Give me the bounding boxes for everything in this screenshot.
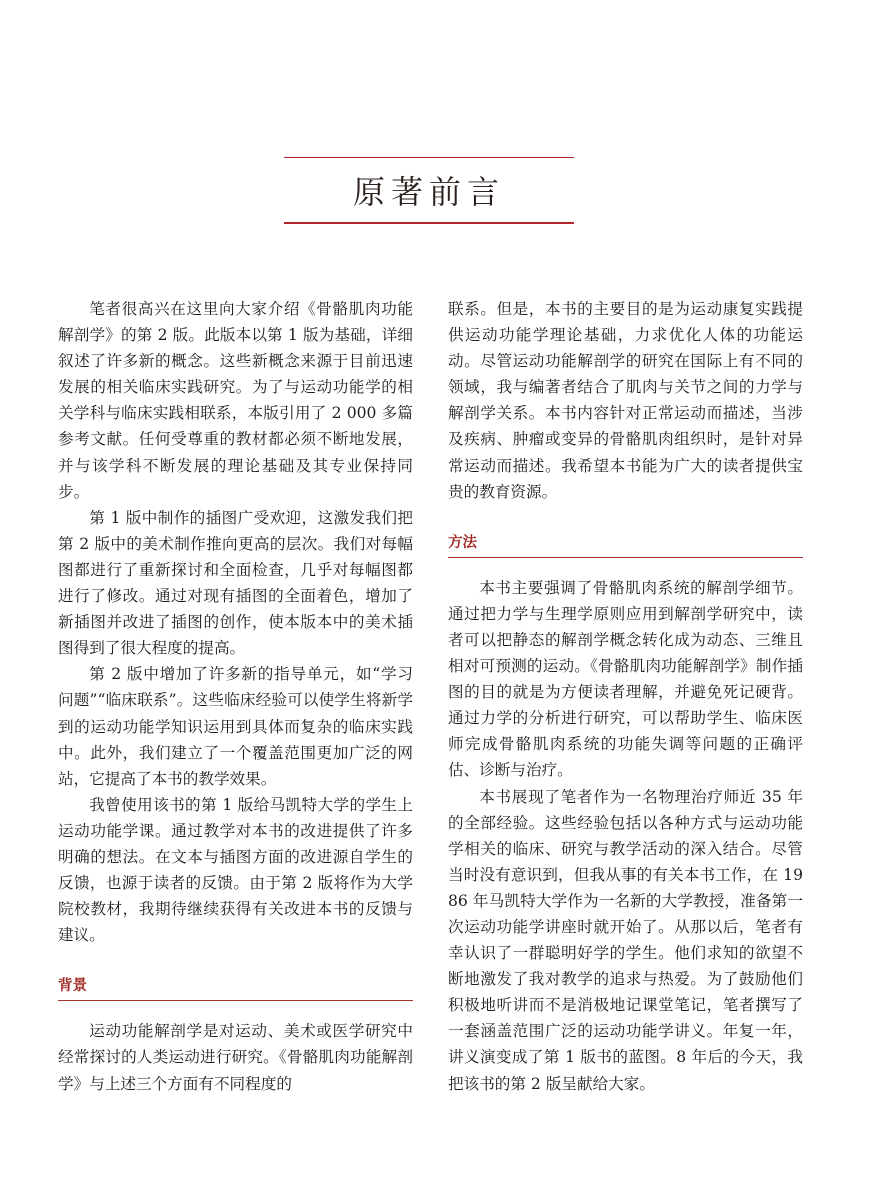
left-column — [58, 296, 413, 1097]
title-rule-top — [284, 157, 574, 158]
section-title: 方法 — [448, 534, 477, 551]
section-divider — [448, 557, 803, 558]
page-title: 原著前言 — [352, 173, 505, 211]
paragraph: 运动功能解剖学是对运动、美术或医学研究中经常探讨的人类运动进行研究。《骨骼肌肉功能解剖学》与上述三个方面有不同程度的 — [58, 1022, 413, 1093]
paragraph: 第 2 版中增加了许多新的指导单元，如“学习问题”“临床联系”。这些临床经验可以使学生将新学到的运动功能学知识运用到具体而复杂的临床实践中。此外，我们建立了一个覆盖范围更加广泛的网站，它提高了本书的教学效果。 — [58, 665, 413, 788]
section-header-method — [448, 519, 803, 567]
section-divider — [58, 1000, 413, 1001]
title-rule-bottom — [284, 222, 574, 224]
paragraph: 本书主要强调了骨骼肌肉系统的解剖学细节。通过把力学与生理学原则应用到解剖学研究中，读者可以把静态的解剖学概念转化成为动态、三维且相对可预测的运动。《骨骼肌肉功能解剖学》制作插图的目的就是为方便读者理解，并避免死记硬背。通过力学的分析进行研究，可以帮助学生、临床医师完成骨骼肌肉系统的功能失调等问题的正确评估、诊断与治疗。 — [448, 578, 803, 780]
paragraph: 本书展现了笔者作为一名物理治疗师近 35 年的全部经验。这些经验包括以各种方式与运动功能学相关的临床、研究与教学活动的深入结合。尽管当时没有意识到，但我从事的有关本书工作，在 1986 年马凯特大学作为一名新的大学教授，准备第一次运动功能学讲座时就开始了。从那以后，笔者有幸认识了一群聪明好学的学生。他们求知的欲望不断地激发了我对教学的追求与热爱。为了鼓励他们积极地听讲而不是消极地记课堂笔记，笔者撰写了一套涵盖范围广泛的运动功能学讲义。年复一年，讲义演变成了第 1 版书的蓝图。8 年后的今天，我把该书的第 2 版呈献给大家。 — [448, 787, 803, 1093]
paragraph: 第 1 版中制作的插图广受欢迎，这激发我们把第 2 版中的美术制作推向更高的层次。我们对每幅图都进行了重新探讨和全面检查，几乎对每幅图都进行了修改。通过对现有插图的全面着色，增加了新插图并改进了插图的创作，使本版本中的美术插图得到了很大程度的提高。 — [58, 508, 413, 658]
right-column — [448, 296, 803, 1097]
section-title: 背景 — [58, 978, 87, 995]
section-header-background — [58, 962, 413, 1010]
paragraph: 我曾使用该书的第 1 版给马凯特大学的学生上运动功能学课。通过教学对本书的改进提供了许多明确的想法。在文本与插图方面的改进源自学生的反馈，也源于读者的反馈。由于第 2 版将作为大学院校教材，我期待继续获得有关改进本书的反馈与建议。 — [58, 795, 413, 945]
paragraph: 笔者很高兴在这里向大家介绍《骨骼肌肉功能解剖学》的第 2 版。此版本以第 1 版为基础，详细叙述了许多新的概念。这些新概念来源于目前迅速发展的相关临床实践研究。为了与运动功能学的相关学科与临床实践相联系，本版引用了 2 000 多篇参考文献。任何受尊重的教材都必须不断地发展，并与该学科不断发展的理论基础及其专业保持同步。 — [58, 300, 413, 501]
paragraph: 联系。但是，本书的主要目的是为运动康复实践提供运动功能学理论基础，力求优化人体的功能运动。尽管运动功能解剖学的研究在国际上有不同的领域，我与编著者结合了肌肉与关节之间的力学与解剖学关系。本书内容针对正常运动而描述，当涉及疾病、肿瘤或变异的骨骼肌肉组织时，是针对异常运动而描述。我希望本书能为广大的读者提供宝贵的教育资源。 — [448, 300, 803, 501]
